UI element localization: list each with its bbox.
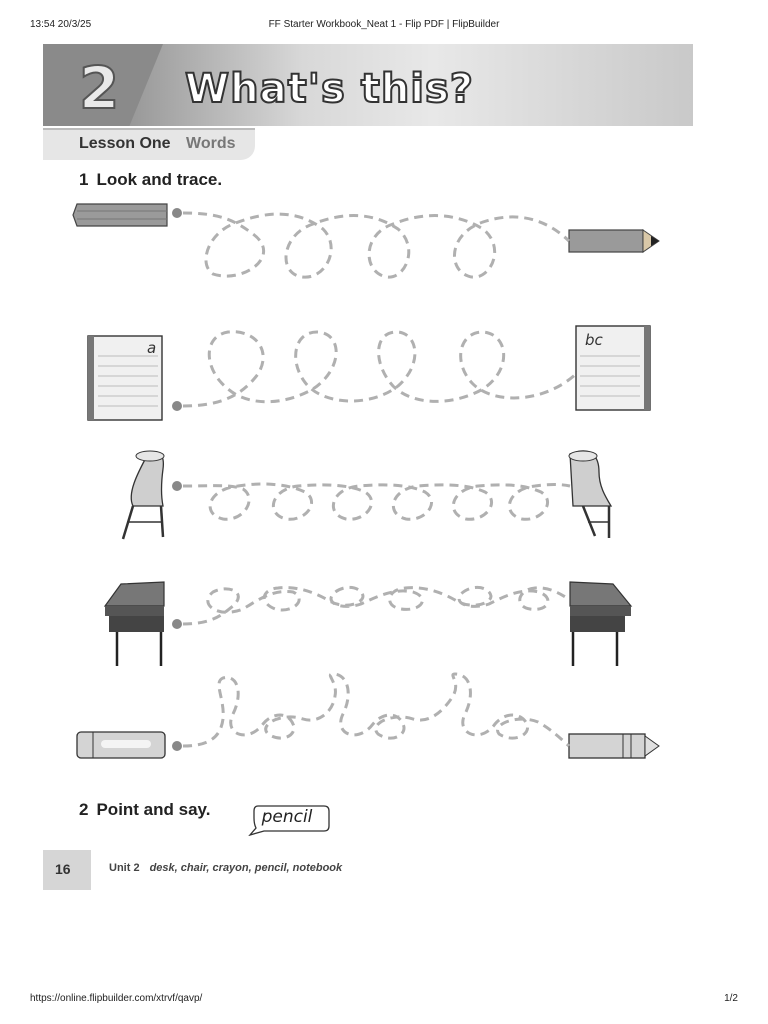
exercise-instruction: Look and trace.	[96, 170, 223, 189]
lesson-label: Lesson One	[79, 135, 171, 152]
exercise-2-heading	[79, 800, 210, 820]
desk-icon	[570, 582, 631, 666]
tracing-path	[183, 674, 569, 746]
tracing-path	[183, 484, 570, 519]
pencil-icon	[73, 204, 167, 226]
start-dot-icon	[172, 481, 182, 491]
start-dot-icon	[172, 401, 182, 411]
unit-label: Unit 2	[109, 862, 140, 874]
speech-bubble-text: pencil	[261, 807, 313, 827]
workbook-page	[43, 44, 693, 894]
exercise-number: 2	[79, 800, 89, 819]
chair-icon	[123, 451, 164, 539]
tracing-worksheet	[43, 44, 693, 844]
notebook-letter-right: bc	[585, 331, 603, 349]
print-time: 13:54 20/3/25	[30, 19, 92, 30]
page-footer	[43, 850, 693, 890]
print-page-count: 1/2	[724, 993, 738, 1004]
exercise-instruction: Point and say.	[96, 800, 211, 819]
exercise-number: 1	[79, 170, 89, 189]
unit-word-list	[109, 862, 342, 874]
unit-number: 2	[79, 54, 120, 122]
notebook-icon	[576, 326, 650, 410]
chair-icon	[569, 451, 611, 538]
speech-bubble	[244, 804, 330, 832]
start-dot-icon	[172, 208, 182, 218]
tracing-path	[183, 213, 569, 277]
section-label: Words	[186, 135, 236, 152]
tracing-path	[183, 587, 570, 624]
desk-icon	[105, 582, 164, 666]
print-url: https://online.flipbuilder.com/xtrvf/qavp/	[30, 993, 203, 1004]
notebook-icon	[88, 336, 162, 420]
crayon-icon	[77, 732, 165, 758]
print-document-title: FF Starter Workbook_Neat 1 - Flip PDF | FlipBuilder	[268, 19, 500, 30]
tracing-path	[183, 332, 576, 406]
start-dot-icon	[172, 619, 182, 629]
notebook-letter-left: a	[147, 339, 157, 357]
start-dot-icon	[172, 741, 182, 751]
unit-words: desk, chair, crayon, pencil, notebook	[149, 862, 343, 874]
crayon-icon	[569, 734, 659, 758]
page-number: 16	[55, 861, 71, 877]
print-header	[0, 0, 768, 40]
banner-title: What's this?	[185, 66, 475, 112]
pencil-icon	[569, 230, 659, 252]
